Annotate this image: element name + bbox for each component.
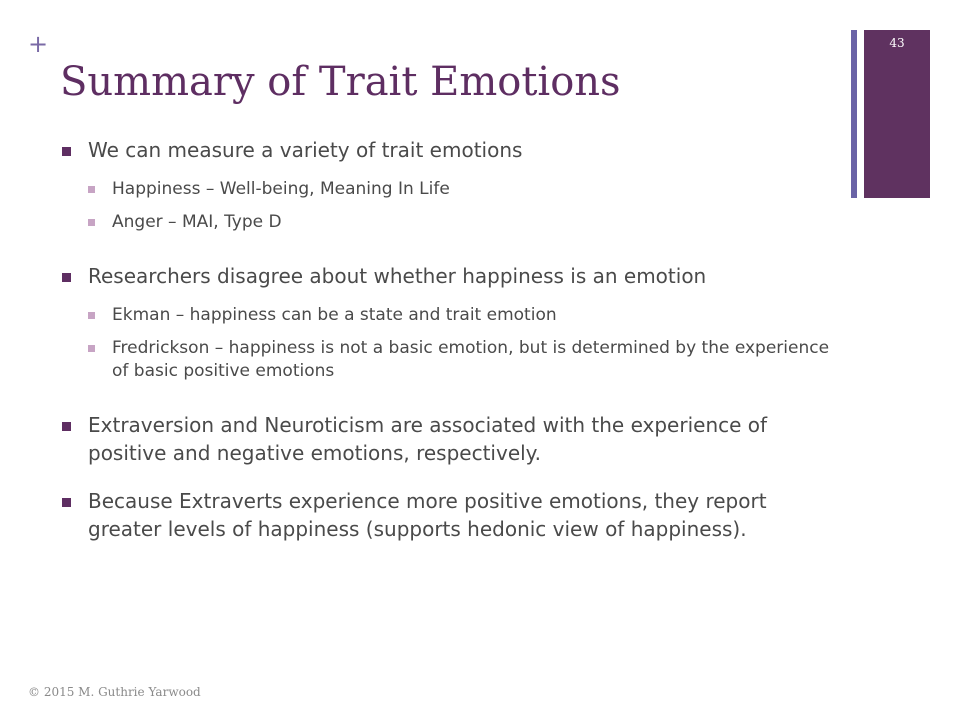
subbullet-anger: Anger – MAI, Type D bbox=[88, 211, 842, 234]
bullet-extraverts-happiness: Because Extraverts experience more positive emotions, they report greater levels of happiness (supports hedonic view of happiness). bbox=[62, 487, 842, 543]
subbullet-list-researchers bbox=[88, 304, 842, 383]
subbullet-happiness: Happiness – Well-being, Meaning In Life bbox=[88, 178, 842, 201]
bullet-measure-trait-emotions: We can measure a variety of trait emotions bbox=[62, 136, 842, 164]
subbullet-list-measure bbox=[88, 178, 842, 234]
slide-number: 43 bbox=[889, 36, 905, 50]
sidebar-accent-bar bbox=[851, 30, 857, 198]
slide-content bbox=[62, 136, 842, 543]
plus-icon: + bbox=[27, 30, 49, 58]
footer-copyright: © 2015 M. Guthrie Yarwood bbox=[28, 685, 201, 699]
sidebar-number-bar bbox=[864, 30, 930, 198]
bullet-researchers-disagree: Researchers disagree about whether happiness is an emotion bbox=[62, 262, 842, 290]
subbullet-fredrickson: Fredrickson – happiness is not a basic emotion, but is determined by the experience of basic positive emotions bbox=[88, 337, 842, 383]
subbullet-ekman: Ekman – happiness can be a state and trait emotion bbox=[88, 304, 842, 327]
bullet-extraversion-neuroticism: Extraversion and Neuroticism are associated with the experience of positive and negative emotions, respectively. bbox=[62, 411, 842, 467]
slide-title: Summary of Trait Emotions bbox=[60, 59, 621, 105]
